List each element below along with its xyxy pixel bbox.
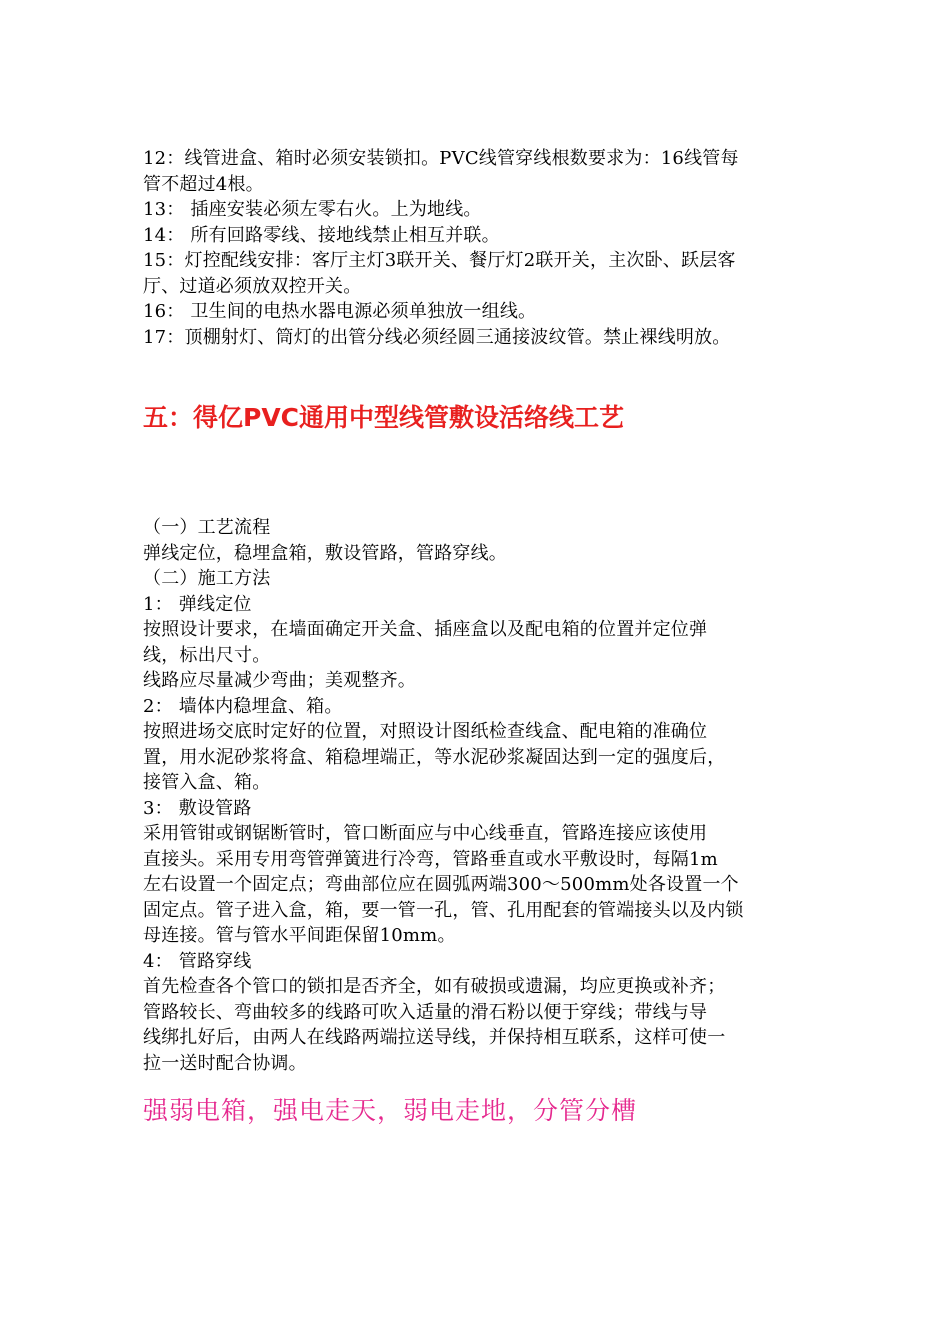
section-five-title: 五：得亿PVC通用中型线管敷设活络线工艺 [143, 403, 625, 432]
step-4-heading: 4： 管路穿线 [143, 950, 252, 972]
step-4-text-line-1: 首先检查各个管口的锁扣是否齐全，如有破损或遗漏，均应更换或补齐； [143, 976, 726, 997]
step-3-text-line-3: 左右设置一个固定点；弯曲部位应在圆弧两端300～500mm处各设置一个 [143, 874, 739, 895]
step-1-text-line-3: 线路应尽量减少弯曲；美观整齐。 [143, 670, 416, 691]
step-3-text-line-4: 固定点。管子进入盒，箱，要一管一孔，管、孔用配套的管端接头以及内锁 [143, 899, 744, 921]
rule-15-line-1: 15：灯控配线安排：客厅主灯3联开关、餐厅灯2联开关，主次卧、跃层客 [143, 250, 736, 271]
step-3-text-line-1: 采用管钳或钢锯断管时，管口断面应与中心线垂直，管路连接应该使用 [143, 823, 708, 844]
step-4-text-line-2: 管路较长、弯曲较多的线路可吹入适量的滑石粉以便于穿线；带线与导 [143, 1001, 708, 1023]
rule-12-line-1: 12：线管进盒、箱时必须安装锁扣。PVC线管穿线根数要求为：16线管每 [143, 148, 739, 169]
step-2-text-line-3: 接管入盒、箱。 [143, 772, 271, 793]
step-2-text-line-2: 置，用水泥砂浆将盒、箱稳埋端正，等水泥砂浆凝固达到一定的强度后， [143, 746, 726, 768]
rule-13: 13： 插座安装必须左零右火。上为地线。 [143, 199, 482, 220]
step-3-text-line-2: 直接头。采用专用弯管弹簧进行冷弯，管路垂直或水平敷设时，每隔1m [143, 848, 718, 870]
step-1-text-line-2: 线，标出尺寸。 [143, 644, 271, 666]
rule-17: 17：顶棚射灯、筒灯的出管分线必须经圆三通接波纹管。禁止裸线明放。 [143, 326, 731, 348]
step-3-heading: 3： 敷设管路 [143, 797, 252, 819]
slogan-text: 强弱电箱，强电走天，弱电走地，分管分槽 [143, 1096, 638, 1125]
step-1-text-line-1: 按照设计要求，在墙面确定开关盒、插座盒以及配电箱的位置并定位弹 [143, 619, 708, 640]
step-2-text-line-1: 按照进场交底时定好的位置，对照设计图纸检查线盒、配电箱的准确位 [143, 721, 708, 742]
wiring-rules-list [143, 146, 739, 350]
step-2-heading: 2： 墙体内稳埋盒、箱。 [143, 695, 343, 717]
subheading-process-flow: （一）工艺流程 [143, 517, 271, 538]
step-3-text-line-5: 母连接。管与管水平间距保留10mm。 [143, 925, 456, 946]
rule-14: 14： 所有回路零线、接地线禁止相互并联。 [143, 224, 500, 246]
process-section-body [143, 515, 744, 1076]
step-1-heading: 1： 弹线定位 [143, 593, 252, 615]
step-4-text-line-3: 线绑扎好后，由两人在线路两端拉送导线，并保持相互联系，这样可使一 [143, 1027, 726, 1048]
step-4-text-line-4: 拉一送时配合协调。 [143, 1052, 307, 1074]
rule-12-line-2: 管不超过4根。 [143, 173, 264, 195]
rule-15-line-2: 厅、过道必须放双控开关。 [143, 275, 362, 297]
process-flow-text: 弹线定位，稳埋盒箱，敷设管路，管路穿线。 [143, 542, 507, 564]
rule-16: 16： 卫生间的电热水器电源必须单独放一组线。 [143, 301, 537, 322]
subheading-construction-method: （二）施工方法 [143, 568, 271, 589]
